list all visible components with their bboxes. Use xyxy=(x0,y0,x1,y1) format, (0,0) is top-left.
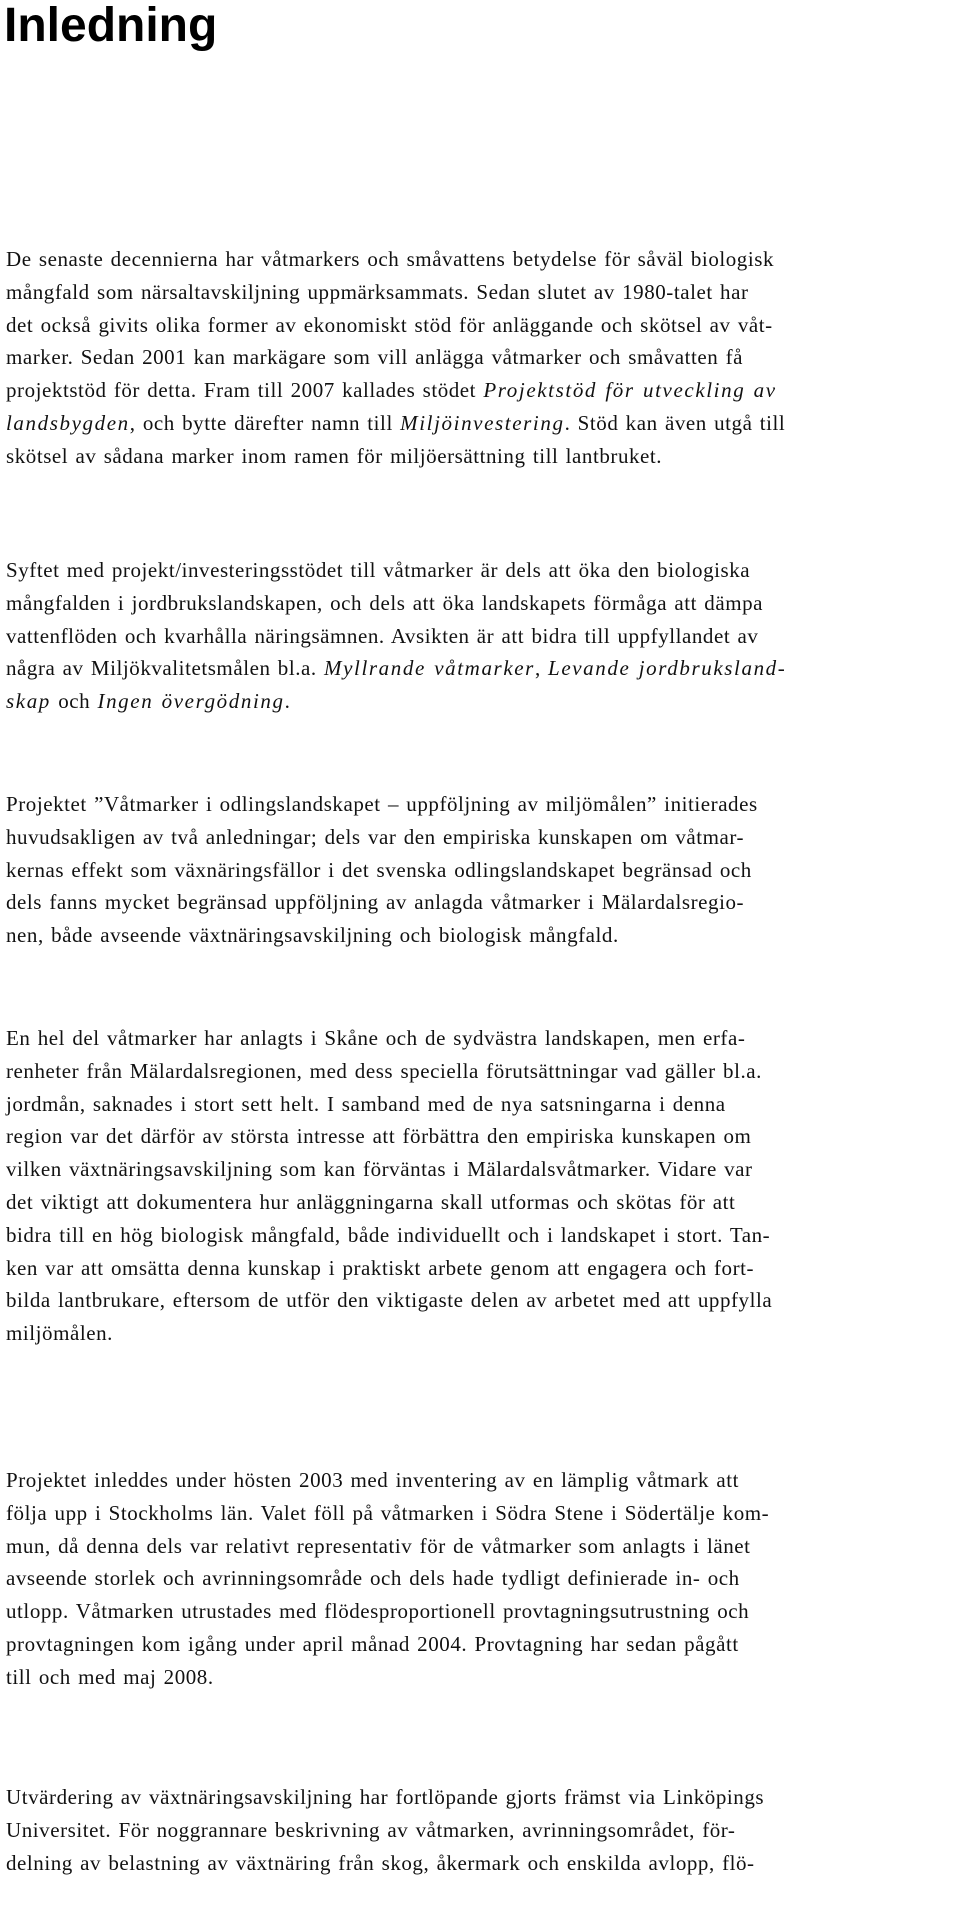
text-line: provtagningen kom igång under april månad 2004. Provtagning har sedan pågått xyxy=(6,1631,739,1656)
paragraph-4 xyxy=(6,1022,950,1350)
text-line: Projektet inleddes under hösten 2003 med inventering av en lämplig våtmark att xyxy=(6,1468,739,1492)
text-line: jordmån, saknades i stort sett helt. I samband med de nya satsningarna i denna xyxy=(6,1091,726,1116)
paragraph-1 xyxy=(6,243,950,473)
paragraph-3 xyxy=(6,788,950,952)
paragraph-5 xyxy=(6,1464,950,1694)
paragraph-2 xyxy=(6,554,950,718)
text-span: , och bytte därefter namn till xyxy=(129,410,401,435)
italic-term: Projektstöd för utveckling av xyxy=(483,378,777,403)
text-line: det viktigt att dokumentera hur anläggningarna skall utformas och skötas för att xyxy=(6,1189,736,1214)
text-line: till och med maj 2008. xyxy=(6,1664,214,1689)
text-line: det också givits olika former av ekonomiskt stöd för anläggande och skötsel av våt- xyxy=(6,312,773,337)
italic-term: Myllrande våtmarker xyxy=(324,656,535,681)
text-line: kernas effekt som växnäringsfällor i det svenska odlingslandskapet begränsad och xyxy=(6,857,752,882)
paragraph-6 xyxy=(6,1781,950,1879)
italic-term: landsbygden xyxy=(6,410,130,435)
text-line: dels fanns mycket begränsad uppföljning av anlagda våtmarker i Mälardalsregio- xyxy=(6,890,745,915)
text-line xyxy=(6,685,950,718)
text-line: vilken växtnäringsavskiljning som kan förväntas i Mälardalsvåtmarker. Vidare var xyxy=(6,1157,753,1182)
italic-term: skap xyxy=(6,689,51,714)
text-line: region var det därför av största intresse att förbättra den empiriska kunskapen om xyxy=(6,1124,752,1149)
text-line: Syftet med projekt/investeringsstödet till våtmarker är dels att öka den biologiska xyxy=(6,558,751,582)
text-line: delning av belastning av växtnäring från skog, åkermark och enskilda avlopp, flö- xyxy=(6,1850,755,1875)
text-line: följa upp i Stockholms län. Valet föll på våtmarken i Södra Stene i Södertälje kom- xyxy=(6,1500,770,1525)
text-line xyxy=(6,652,950,685)
text-line: skötsel av sådana marker inom ramen för miljöersättning till lantbruket. xyxy=(6,443,663,468)
text-line: vattenflöden och kvarhålla näringsämnen. Avsikten är att bidra till uppfyllandet av xyxy=(6,623,759,648)
text-span: och xyxy=(50,689,98,714)
text-line: Universitet. För noggrannare beskrivning av våtmarken, avrinningsområdet, för- xyxy=(6,1817,736,1842)
text-line xyxy=(6,407,950,440)
text-span: . Stöd kan även utgå till xyxy=(564,410,786,435)
text-line: renheter från Mälardalsregionen, med dess speciella förutsättningar vad gäller bl.a. xyxy=(6,1058,762,1083)
text-line: bilda lantbrukare, eftersom de utför den viktigaste delen av arbetet med att uppfylla xyxy=(6,1288,773,1313)
text-span: projektstöd för detta. Fram till 2007 kallades stödet xyxy=(6,378,484,403)
text-line: ken var att omsätta denna kunskap i praktiskt arbete genom att engagera och fort- xyxy=(6,1255,755,1280)
text-line: mångfalden i jordbrukslandskapen, och dels att öka landskapets förmåga att dämpa xyxy=(6,590,764,615)
text-line xyxy=(6,374,950,407)
text-line: mångfald som närsaltavskiljning uppmärksammats. Sedan slutet av 1980-talet har xyxy=(6,279,749,304)
text-line: En hel del våtmarker har anlagts i Skåne och de sydvästra landskapen, men erfa- xyxy=(6,1026,746,1050)
italic-term: Ingen övergödning xyxy=(97,689,285,714)
text-line: utlopp. Våtmarken utrustades med flödesproportionell provtagningsutrustning och xyxy=(6,1599,750,1624)
text-span: . xyxy=(284,689,291,714)
text-line: bidra till en hög biologisk mångfald, både individuellt och i landskapet i stort. Tan- xyxy=(6,1222,771,1247)
text-line: Utvärdering av växtnäringsavskiljning har fortlöpande gjorts främst via Linköpings xyxy=(6,1785,765,1809)
text-line: huvudsakligen av två anledningar; dels var den empiriska kunskapen om våtmar- xyxy=(6,824,745,849)
text-span: några av Miljökvalitetsmålen bl.a. xyxy=(6,656,324,681)
text-line: avseende storlek och avrinningsområde och dels hade tydligt definierade in- och xyxy=(6,1566,740,1591)
text-span: , xyxy=(534,656,549,681)
text-line: marker. Sedan 2001 kan markägare som vill anlägga våtmarker och småvatten få xyxy=(6,345,744,370)
text-line: miljömålen. xyxy=(6,1321,113,1346)
italic-term: Miljöinvestering xyxy=(400,410,565,435)
italic-term: Levande jordbruksland- xyxy=(548,656,787,681)
text-line: mun, då denna dels var relativt representativ för de våtmarker som anlagts i länet xyxy=(6,1533,751,1558)
text-line: nen, både avseende växtnäringsavskiljning och biologisk mångfald. xyxy=(6,923,619,948)
page-title: Inledning xyxy=(4,0,218,52)
text-line: De senaste decennierna har våtmarkers och småvattens betydelse för såväl biologisk xyxy=(6,247,775,271)
text-line: Projektet ”Våtmarker i odlingslandskapet – uppföljning av miljömålen” initierades xyxy=(6,792,758,816)
